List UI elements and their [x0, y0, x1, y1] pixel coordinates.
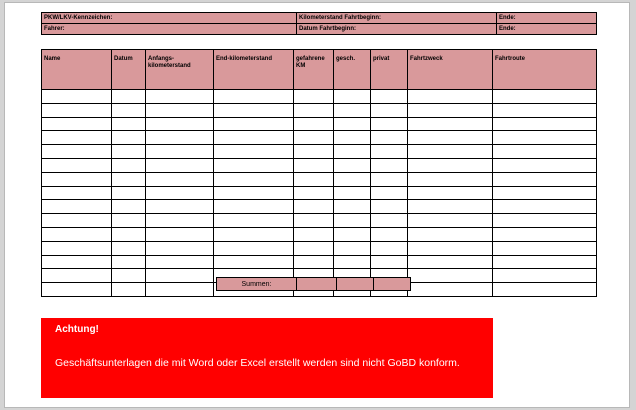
table-cell[interactable]: [408, 214, 493, 228]
table-cell[interactable]: [112, 200, 146, 214]
table-cell[interactable]: [146, 186, 214, 200]
table-cell[interactable]: [112, 269, 146, 283]
summen-row: [216, 277, 411, 291]
table-row: [42, 117, 597, 131]
table-cell[interactable]: [334, 103, 371, 117]
table-cell[interactable]: [294, 214, 334, 228]
table-cell[interactable]: [493, 131, 597, 145]
table-cell[interactable]: [371, 241, 408, 255]
table-cell[interactable]: [294, 186, 334, 200]
table-row: [42, 90, 597, 104]
table-cell[interactable]: [112, 227, 146, 241]
table-cell[interactable]: [493, 172, 597, 186]
table-cell[interactable]: [112, 241, 146, 255]
km-end-label: Ende:: [497, 13, 597, 24]
table-cell[interactable]: [294, 117, 334, 131]
table-cell[interactable]: [42, 241, 112, 255]
table-row: [42, 186, 597, 200]
col-header-fahrtroute: Fahrtroute: [493, 50, 597, 90]
table-cell[interactable]: [214, 90, 294, 104]
col-header-name: Name: [42, 50, 112, 90]
table-row: [42, 200, 597, 214]
table-cell[interactable]: [408, 269, 493, 283]
table-cell[interactable]: [294, 103, 334, 117]
table-cell[interactable]: [371, 214, 408, 228]
table-cell[interactable]: [493, 103, 597, 117]
table-cell[interactable]: [112, 255, 146, 269]
table-cell[interactable]: [371, 145, 408, 159]
table-cell[interactable]: [371, 200, 408, 214]
table-row: [42, 241, 597, 255]
table-cell[interactable]: [42, 269, 112, 283]
table-cell[interactable]: [112, 131, 146, 145]
table-cell[interactable]: [42, 214, 112, 228]
col-header-end-km: End-kilometerstand: [214, 50, 294, 90]
table-cell[interactable]: [493, 158, 597, 172]
table-cell[interactable]: [294, 158, 334, 172]
table-cell[interactable]: [493, 269, 597, 283]
table-cell[interactable]: [334, 186, 371, 200]
table-cell[interactable]: [146, 145, 214, 159]
table-cell[interactable]: [112, 90, 146, 104]
table-row: [42, 158, 597, 172]
table-cell[interactable]: [42, 145, 112, 159]
date-end-label: Ende:: [497, 24, 597, 35]
table-cell[interactable]: [371, 172, 408, 186]
table-cell[interactable]: [214, 186, 294, 200]
table-cell[interactable]: [146, 158, 214, 172]
table-cell[interactable]: [294, 90, 334, 104]
table-cell[interactable]: [408, 172, 493, 186]
table-cell[interactable]: [371, 227, 408, 241]
col-header-gefahrene-km: gefahrene KM: [294, 50, 334, 90]
table-cell[interactable]: [42, 90, 112, 104]
table-cell[interactable]: [42, 227, 112, 241]
table-cell[interactable]: [371, 103, 408, 117]
table-cell[interactable]: [214, 241, 294, 255]
table-cell[interactable]: [493, 186, 597, 200]
table-cell[interactable]: [371, 255, 408, 269]
table-cell[interactable]: [408, 145, 493, 159]
table-cell[interactable]: [334, 255, 371, 269]
table-cell[interactable]: [214, 103, 294, 117]
table-cell[interactable]: [408, 241, 493, 255]
table-cell[interactable]: [493, 145, 597, 159]
table-cell[interactable]: [146, 241, 214, 255]
plate-label: PKW/LKV-Kennzeichen:: [42, 13, 297, 24]
table-cell[interactable]: [42, 200, 112, 214]
table-cell[interactable]: [146, 283, 214, 297]
summen-gefahrene-km: [297, 278, 337, 291]
table-cell[interactable]: [294, 131, 334, 145]
table-cell[interactable]: [408, 158, 493, 172]
table-cell[interactable]: [408, 117, 493, 131]
table-cell[interactable]: [493, 200, 597, 214]
table-cell[interactable]: [493, 117, 597, 131]
table-cell[interactable]: [214, 255, 294, 269]
table-cell[interactable]: [294, 241, 334, 255]
table-cell[interactable]: [146, 103, 214, 117]
table-cell[interactable]: [146, 131, 214, 145]
table-cell[interactable]: [371, 131, 408, 145]
table-row: [42, 103, 597, 117]
table-cell[interactable]: [371, 186, 408, 200]
table-cell[interactable]: [493, 214, 597, 228]
table-cell[interactable]: [146, 172, 214, 186]
table-cell[interactable]: [112, 172, 146, 186]
table-cell[interactable]: [334, 214, 371, 228]
table-cell[interactable]: [112, 158, 146, 172]
table-cell[interactable]: [334, 158, 371, 172]
table-cell[interactable]: [408, 255, 493, 269]
table-cell[interactable]: [42, 131, 112, 145]
table-cell[interactable]: [42, 255, 112, 269]
table-cell[interactable]: [42, 172, 112, 186]
table-cell[interactable]: [371, 117, 408, 131]
table-cell[interactable]: [42, 283, 112, 297]
table-cell[interactable]: [493, 255, 597, 269]
table-cell[interactable]: [408, 103, 493, 117]
vehicle-info-table: [41, 12, 597, 35]
table-cell[interactable]: [408, 90, 493, 104]
date-start-label: Datum Fahrtbeginn:: [297, 24, 497, 35]
table-cell[interactable]: [334, 145, 371, 159]
col-header-fahrtzweck: Fahrtzweck: [408, 50, 493, 90]
table-cell[interactable]: [146, 117, 214, 131]
table-cell[interactable]: [214, 214, 294, 228]
table-cell[interactable]: [146, 227, 214, 241]
table-cell[interactable]: [42, 117, 112, 131]
table-cell[interactable]: [334, 90, 371, 104]
table-cell[interactable]: [371, 90, 408, 104]
summen-label: Summen:: [217, 278, 297, 291]
table-cell[interactable]: [214, 172, 294, 186]
table-cell[interactable]: [493, 283, 597, 297]
table-cell[interactable]: [334, 172, 371, 186]
table-cell[interactable]: [42, 103, 112, 117]
trip-log-body: [42, 90, 597, 297]
table-cell[interactable]: [146, 255, 214, 269]
table-row: [42, 214, 597, 228]
summen-privat: [374, 278, 411, 291]
table-cell[interactable]: [214, 145, 294, 159]
table-row: [42, 255, 597, 269]
table-row: [42, 131, 597, 145]
table-cell[interactable]: [42, 186, 112, 200]
table-cell[interactable]: [146, 214, 214, 228]
table-cell[interactable]: [334, 227, 371, 241]
table-cell[interactable]: [112, 103, 146, 117]
warning-message: Geschäftsunterlagen die mit Word oder Excel erstellt werden sind nicht GoBD konform.: [55, 357, 460, 369]
table-cell[interactable]: [214, 227, 294, 241]
table-cell[interactable]: [214, 200, 294, 214]
table-cell[interactable]: [294, 227, 334, 241]
table-cell[interactable]: [294, 255, 334, 269]
document-page: [4, 2, 630, 408]
summen-gesch: [337, 278, 374, 291]
km-start-label: Kilometerstand Fahrtbeginn:: [297, 13, 497, 24]
table-cell[interactable]: [334, 117, 371, 131]
table-cell[interactable]: [408, 131, 493, 145]
col-header-anfangs-km: Anfangs-kilometerstand: [146, 50, 214, 90]
col-header-datum: Datum: [112, 50, 146, 90]
table-cell[interactable]: [214, 117, 294, 131]
col-header-privat: privat: [371, 50, 408, 90]
table-cell[interactable]: [334, 241, 371, 255]
table-cell[interactable]: [146, 200, 214, 214]
table-cell[interactable]: [408, 227, 493, 241]
table-cell[interactable]: [294, 145, 334, 159]
table-cell[interactable]: [112, 186, 146, 200]
table-cell[interactable]: [493, 90, 597, 104]
table-cell[interactable]: [334, 131, 371, 145]
table-cell[interactable]: [493, 227, 597, 241]
table-cell[interactable]: [112, 283, 146, 297]
table-cell[interactable]: [294, 200, 334, 214]
table-cell[interactable]: [42, 158, 112, 172]
table-cell[interactable]: [146, 269, 214, 283]
table-cell[interactable]: [112, 117, 146, 131]
table-cell[interactable]: [112, 214, 146, 228]
table-row: [42, 172, 597, 186]
table-cell[interactable]: [214, 131, 294, 145]
table-cell[interactable]: [408, 200, 493, 214]
col-header-gesch: gesch.: [334, 50, 371, 90]
trip-log-table: [41, 49, 597, 297]
driver-label: Fahrer:: [42, 24, 297, 35]
table-cell[interactable]: [408, 283, 493, 297]
table-cell[interactable]: [294, 172, 334, 186]
table-cell[interactable]: [146, 90, 214, 104]
gobd-warning-box: [41, 318, 493, 398]
warning-title: Achtung!: [55, 324, 99, 335]
table-cell[interactable]: [214, 158, 294, 172]
table-cell[interactable]: [408, 186, 493, 200]
table-row: [42, 145, 597, 159]
table-row: [42, 227, 597, 241]
table-cell[interactable]: [112, 145, 146, 159]
table-cell[interactable]: [493, 241, 597, 255]
table-cell[interactable]: [334, 200, 371, 214]
table-cell[interactable]: [371, 158, 408, 172]
